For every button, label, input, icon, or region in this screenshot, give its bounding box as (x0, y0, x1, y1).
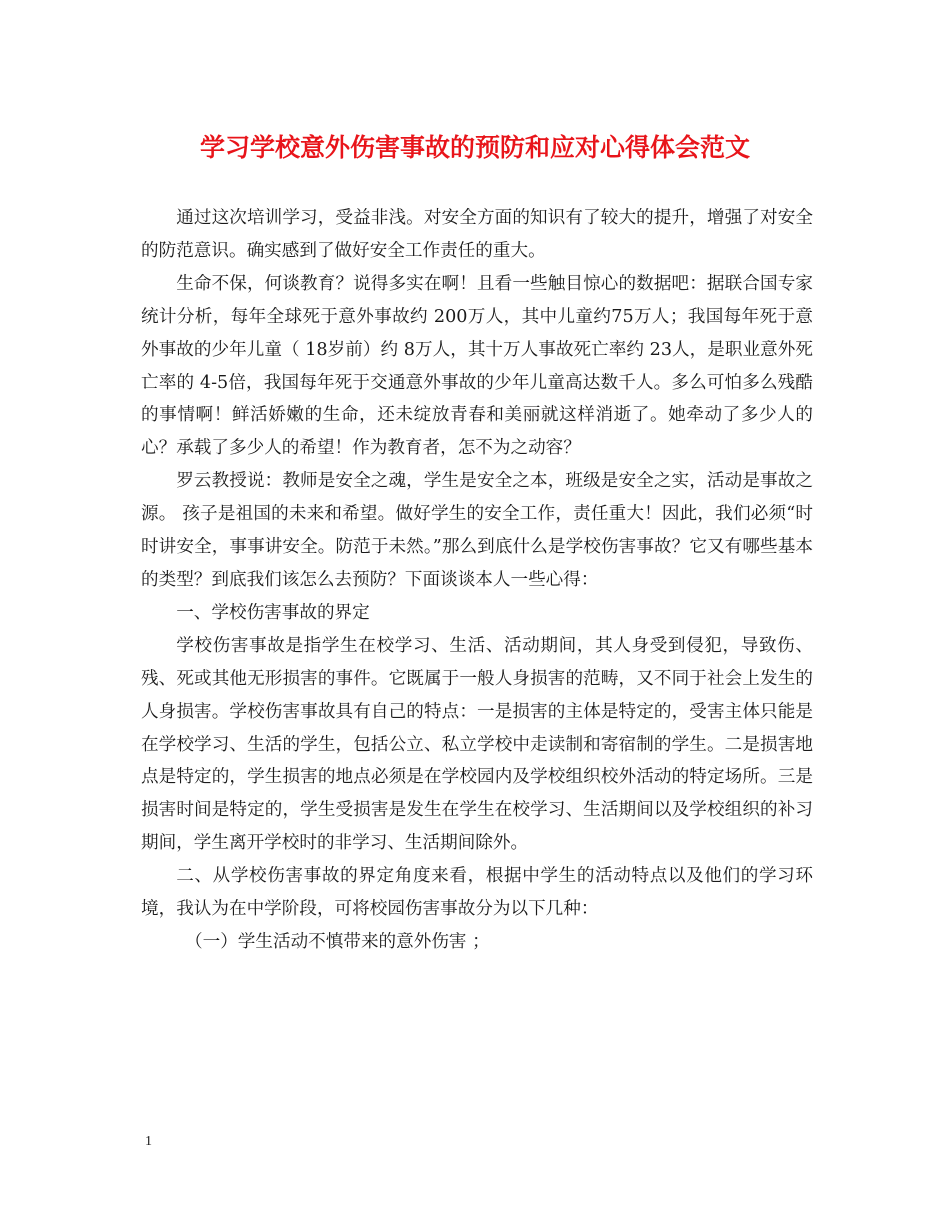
paragraph-intro: 通过这次培训学习，受益非浅。对安全方面的知识有了较大的提升，增强了对安全的防范意识。确实感到了做好安全工作责任的重大。 (141, 208, 813, 261)
list-item-category-one: （一）学生活动不慎带来的意外伤害 ； (185, 931, 490, 952)
section-heading-categories: 二、从学校伤害事故的界定角度来看，根据中学生的活动特点以及他们的学习环境，我认为在中学阶段，可将校园伤害事故分为以下几种： (141, 866, 813, 920)
document-body (141, 202, 813, 959)
section-heading-definition: 一、学校伤害事故的界定 (176, 602, 370, 623)
paragraph-professor-quote: 罗云教授说：教师是安全之魂，学生是安全之本，班级是安全之实，活动是事故之源。 孩子是祖国的未来和希望。做好学生的安全工作，责任重大！因此，我们必须“时时讲安全，事事讲安全。防范于未然。”那么到底什么是学校伤害事故？它又有哪些基本的类型？到底我们该怎么去预防？下面谈谈本人一些心得： (141, 471, 813, 590)
paragraph-statistics: 生命不保，何谈教育？说得多实在啊！且看一些触目惊心的数据吧：据联合国专家统计分析，每年全球死于意外事故约 200万人，其中儿童约75万人；我国每年死于意外事故的少年儿童（ 18岁前）约 8万人，其十万人事故死亡率约 23人，是职业意外死亡率的 4-5倍，我国每年死于交通意外事故的少年儿童高达数千人。多么可怕多么残酷的事情啊！鲜活娇嫩的生命，还未绽放青春和美丽就这样消逝了。她牵动了多少人的心？承载了多少人的希望！作为教育者，怎不为之动容？ (141, 273, 813, 459)
paragraph-definition: 学校伤害事故是指学生在校学习、生活、活动期间，其人身受到侵犯，导致伤、残、死或其他无形损害的事件。它既属于一般人身损害的范畴，又不同于社会上发生的人身损害。学校伤害事故具有自己的特点：一是损害的主体是特定的，受害主体只能是在学校学习、生活的学生，包括公立、私立学校中走读制和寄宿制的学生。二是损害地点是特定的，学生损害的地点必须是在学校园内及学校组织校外活动的特定场所。三是损害时间是特定的，学生受损害是发生在学生在校学习、生活期间以及学校组织的补习期间，学生离开学校时的非学习、生活期间除外。 (141, 635, 813, 854)
document-title: 学习学校意外伤害事故的预防和应对心得体会范文 (199, 133, 750, 162)
page-number: 1 (145, 1134, 152, 1149)
